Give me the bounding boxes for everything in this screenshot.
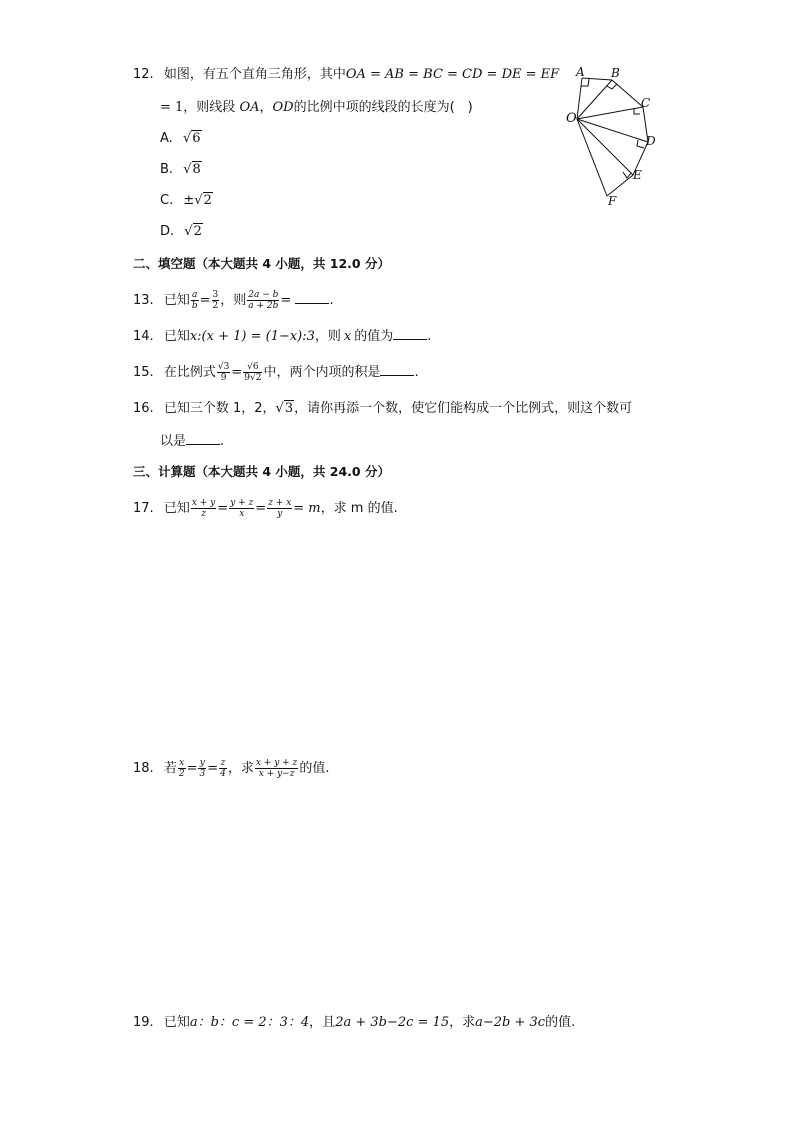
sqrt: √6 (182, 131, 201, 146)
fraction-expression: $\frac{2a - b}{a + 2b}$ (248, 290, 279, 311)
section-heading-calculation: 三、计算题（本大题共 4 小题，共 24.0 分） (133, 464, 390, 479)
fraction-a-over-b: $\frac{a}{b}$ (191, 290, 198, 311)
radicand: 2 (193, 224, 202, 239)
answer-blank[interactable] (393, 327, 427, 340)
q17-text: ，求 m 的值. (320, 501, 398, 516)
period: . (427, 329, 432, 344)
equals: = (231, 365, 243, 380)
answer-blank[interactable] (380, 363, 414, 376)
q12-text-end: 的比例中项的线段的长度为( ) (293, 100, 473, 115)
q19-text: 已知 (163, 1015, 190, 1030)
q12-text: ，则线段 (183, 100, 236, 115)
segment-oa: OA (239, 100, 260, 115)
fraction-sqrt3-over-9: $\frac{√3}{9}$ (217, 362, 230, 383)
fraction-sqrt6-over-9sqrt2: $\frac{√6}{9√2}$ (244, 362, 262, 383)
label-a: A (576, 65, 585, 79)
sqrt: √3 (275, 401, 294, 416)
q19-condition: 2a + 3b−2c = 15 (335, 1015, 450, 1030)
question-14 (133, 327, 431, 346)
q12-equation: OA = AB = BC = CD = DE = EF (345, 67, 560, 82)
option-label: A. (160, 131, 173, 146)
sqrt: √8 (183, 162, 201, 177)
label-e: E (633, 168, 642, 182)
question-16-line2 (160, 432, 224, 451)
question-number: 19. (133, 1015, 154, 1030)
q17-text: 已知 (163, 501, 190, 516)
q14-ratio-expression: x:(x + 1) = (1−x):3 (189, 329, 315, 344)
q19-ratio: a：b：c = 2：3：4 (189, 1015, 310, 1030)
sqrt: √2 (194, 193, 212, 208)
period: . (220, 434, 225, 449)
option-a[interactable] (160, 130, 202, 148)
fraction: $\frac{y}{3}$ (199, 758, 206, 779)
fraction: $\frac{y + z}{x}$ (230, 498, 254, 519)
q19-text: 的值. (545, 1015, 576, 1030)
period: . (414, 365, 419, 380)
question-16-line1 (133, 400, 632, 418)
label-f: F (608, 194, 617, 208)
q16-text: 已知三个数 1，2， (163, 401, 276, 416)
q12-line2 (160, 99, 473, 117)
question-number: 14. (133, 329, 154, 344)
fraction: $\frac{x + y}{z}$ (191, 498, 216, 519)
label-c: C (641, 96, 651, 110)
equals: = (186, 761, 198, 776)
option-d[interactable] (160, 223, 203, 241)
option-b[interactable] (160, 161, 202, 179)
question-number: 16. (133, 401, 154, 416)
q14-text: ，则 (314, 329, 341, 344)
option-c[interactable] (160, 192, 213, 210)
question-17 (133, 497, 398, 521)
fraction: $\frac{x}{2}$ (178, 758, 185, 779)
q12-stem: 如图，有五个直角三角形，其中 (163, 67, 346, 82)
question-15 (133, 362, 419, 384)
q19-text: ，且 (309, 1015, 336, 1030)
q18-text: ，求 (227, 761, 254, 776)
question-number: 13. (133, 293, 154, 308)
option-label: C. (160, 193, 174, 208)
radicand: 2 (203, 193, 212, 208)
sqrt: √2 (184, 224, 202, 239)
section-heading-fill-in: 二、填空题（本大题共 4 小题，共 12.0 分） (133, 256, 390, 271)
radicand: 8 (192, 162, 201, 177)
question-number: 18. (133, 761, 154, 776)
variable-x: x (343, 329, 352, 344)
equals: = (280, 293, 292, 308)
plus-minus: ± (183, 193, 195, 208)
radicand: 6 (192, 131, 201, 146)
period: . (329, 293, 334, 308)
fraction: $\frac{z}{4}$ (220, 758, 226, 779)
fraction-3-over-2: $\frac{3}{2}$ (212, 290, 219, 311)
equals: = (255, 501, 267, 516)
q12-line1 (133, 66, 559, 84)
q13-text: ，则 (220, 293, 247, 308)
q12-eq-one: = 1 (160, 100, 184, 115)
q16-text: 以是 (160, 434, 187, 449)
q19-target: a−2b + 3c (475, 1015, 546, 1030)
equals: = (207, 761, 219, 776)
question-number: 17. (133, 501, 154, 516)
question-19 (133, 1014, 575, 1032)
q18-text: 若 (163, 761, 177, 776)
option-label: D. (160, 224, 175, 239)
question-number: 12. (133, 67, 154, 82)
fraction: $\frac{z + x}{y}$ (268, 498, 292, 519)
equals-m: = m (293, 501, 321, 516)
q13-text: 已知 (163, 293, 190, 308)
equals: = (199, 293, 211, 308)
q14-text: 的值为 (354, 329, 394, 344)
q15-text: 在比例式 (163, 365, 216, 380)
q18-text: 的值. (299, 761, 330, 776)
label-o: O (566, 111, 577, 126)
label-d: D (646, 134, 656, 148)
fraction-target: $\frac{x + y + z}{x + y-z}$ (255, 758, 298, 779)
question-number: 15. (133, 365, 154, 380)
q19-text: ，求 (449, 1015, 476, 1030)
equals: = (217, 501, 229, 516)
q16-text: ，请你再添一个数，使它们能构成一个比例式，则这个数可 (294, 401, 633, 416)
question-18 (133, 757, 329, 781)
segment-od: OD (272, 100, 294, 115)
option-label: B. (160, 162, 174, 177)
label-b: B (611, 66, 620, 80)
question-13 (133, 290, 334, 312)
q14-text: 已知 (163, 329, 190, 344)
answer-blank[interactable] (295, 291, 329, 304)
comma: ， (259, 100, 273, 115)
q15-text: 中，两个内项的积是 (263, 365, 381, 380)
answer-blank[interactable] (186, 432, 220, 445)
